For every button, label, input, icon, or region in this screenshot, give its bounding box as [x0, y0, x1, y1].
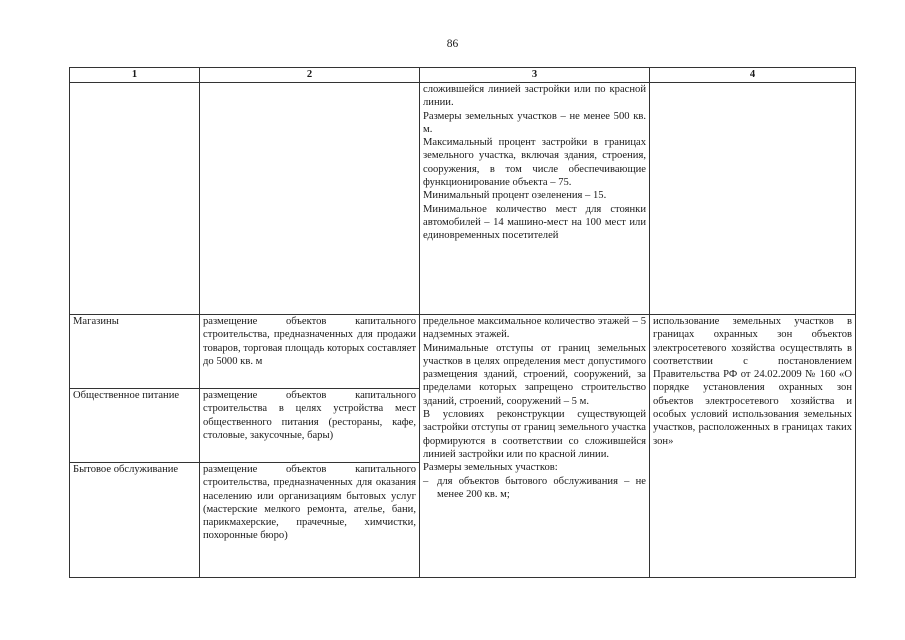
use-name: Общественное питание: [70, 389, 200, 463]
dash-item: [423, 475, 646, 502]
cont-cell-4: [650, 83, 856, 315]
use-name: Бытовое обслуживание: [70, 463, 200, 578]
table-row: [70, 315, 856, 389]
dash-text: для объектов бытового обслуживания – не менее 200 кв. м;: [437, 475, 646, 500]
use-description: размещение объектов капитального строительства в целях устройства мест общественного питания (рестораны, кафе, столовые, закусочные, бары): [200, 389, 420, 463]
dash-marker: –: [423, 475, 429, 487]
cont-cell-2: [200, 83, 420, 315]
use-name: Магазины: [70, 315, 200, 389]
params-paragraph: предельное максимальное количество этажей – 5 надземных этажей.: [423, 316, 646, 341]
cont-paragraph: сложившейся линией застройки или по красной линии.: [423, 84, 646, 109]
header-row: [70, 68, 856, 83]
header-col-3: 3: [420, 68, 650, 83]
cont-paragraph: Максимальный процент застройки в границах земельного участка, включая здания, строения, сооружения, в том числе обеспечивающие функционирование объекта – 75.: [423, 137, 646, 189]
params-paragraph: В условиях реконструкции существующей застройки отступы от границ земельного участка формируются в соответствии со сложившейся линией застройки или по красной линии.: [423, 409, 646, 460]
header-col-4: 4: [650, 68, 856, 83]
land-use-table: [69, 67, 856, 578]
params-paragraph: Размеры земельных участков:: [423, 462, 558, 474]
cont-cell-1: [70, 83, 200, 315]
use-description: размещение объектов капитального строительства, предназначенных для оказания населению или организациям бытовых услуг (мастерские мелкого ремонта, ателье, бани, парикмахерские, прачечные, химчистки, похоронные бюро): [200, 463, 420, 578]
header-col-2: 2: [200, 68, 420, 83]
cont-paragraph: Минимальное количество мест для стоянки автомобилей – 14 машино-мест на 100 мест или единовременных посетителей: [423, 203, 646, 242]
continuation-row: [70, 83, 856, 315]
use-description: размещение объектов капитального строительства, предназначенных для продажи товаров, торговая площадь которых составляет до 5000 кв. м: [200, 315, 420, 389]
params-cell: [420, 315, 650, 578]
params-paragraph: Минимальные отступы от границ земельных участков в целях определения мест допустимого размещения зданий, строений, сооружений, за пределами которых запрещено строительство зданий, строений, сооружений – 5 м.: [423, 342, 646, 407]
header-col-1: 1: [70, 68, 200, 83]
cont-paragraph: Минимальный процент озеленения – 15.: [423, 190, 607, 202]
restrictions-cell: использование земельных участков в границах охранных зон объектов электросетевого хозяйства осуществлять в соответствии с постановлением Правительства РФ от 24.02.2009 № 160 «О порядке установления охранных зон объектов электросетевого хозяйства и особых условий использования земельных участков, расположенных в границах таких зон»: [650, 315, 856, 578]
cont-cell-3: [420, 83, 650, 315]
page-number: 86: [446, 38, 459, 50]
cont-paragraph: Размеры земельных участков – не менее 500 кв. м.: [423, 110, 646, 135]
